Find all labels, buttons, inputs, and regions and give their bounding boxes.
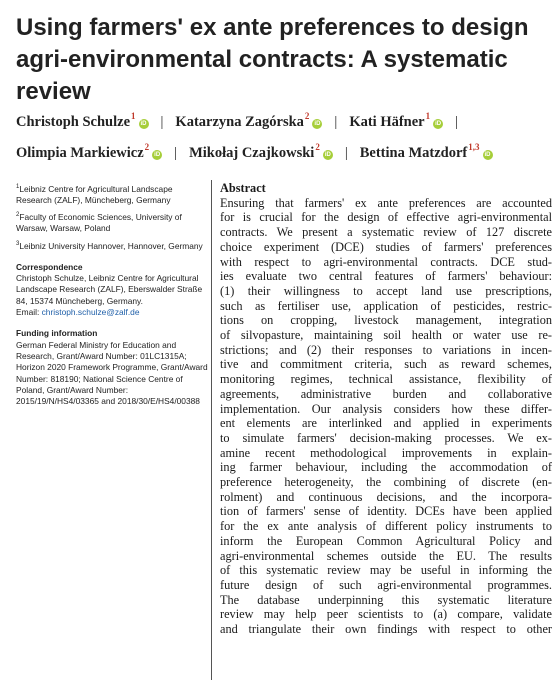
abstract-line: such as fertiliser use, application of pesticides, restric- — [220, 298, 552, 313]
email-label: Email: — [16, 307, 40, 318]
affiliation-marker: 1 — [131, 111, 136, 121]
abstract-line: tion of farmers' sense of identity. DCEs have been applied — [220, 504, 552, 519]
funding-heading: Funding information — [16, 328, 98, 339]
title-line-2: agri-environmental contracts: A systematic review — [16, 46, 508, 105]
affiliation-2 — [16, 210, 208, 234]
abstract-line: of this systematic review may be useful in informing the — [220, 563, 552, 578]
abstract-line: choice experiment (DCE) studies of farmers' preferences — [220, 239, 552, 254]
abstract-line: ent elements are interlinked and applied in experiments — [220, 416, 552, 431]
author[interactable] — [175, 111, 322, 130]
column-divider — [211, 180, 212, 680]
author[interactable] — [359, 141, 493, 161]
abstract-line: agri-environmental schemes outside the EU. The results — [220, 548, 552, 563]
affiliation-number: 3 — [16, 240, 20, 247]
author-name[interactable]: Kati Häfner — [349, 113, 425, 130]
correspondence-heading: Correspondence — [16, 261, 83, 272]
abstract-line: ies evaluate two central features of farmers' behaviour: — [220, 269, 552, 284]
abstract-line: agreements, administrative burden and collaborative — [220, 386, 552, 401]
correspondence-body: Christoph Schulze, Leibniz Centre for Agricultural Landscape Research (ZALF), Eberswalder Straße 84, 15374 Müncheberg, Germany. — [16, 273, 203, 306]
abstract-line: with respect to agri-environmental contracts. DCE stud- — [220, 254, 552, 269]
affiliation-1 — [16, 182, 208, 206]
author-name[interactable]: Katarzyna Zagórska — [175, 113, 304, 130]
abstract-line: and triangulate their own findings with respect to other — [220, 622, 552, 637]
affiliation-3 — [16, 239, 208, 252]
affiliation-marker: 2 — [315, 141, 320, 152]
affiliation-marker: 2 — [144, 141, 150, 152]
abstract-section — [220, 181, 552, 637]
title-line-1: Using farmers' ex ante preferences to design — [16, 14, 529, 41]
abstract-line: for is crucial for the design of effective agri-environmental — [220, 210, 552, 225]
email-link[interactable]: christoph.schulze@zalf.de — [41, 307, 140, 318]
affiliation-number: 2 — [16, 212, 20, 219]
abstract-line: (1) their willingness to accept land use prescriptions, — [220, 283, 552, 298]
abstract-line: future design of such agri-environmental programmes. — [220, 577, 552, 592]
abstract-line: monitoring regimes, technical assistance, flexibility of — [220, 372, 552, 387]
affiliation-text: Leibniz Centre for Agricultural Landscape Research (ZALF), Müncheberg, Germany — [16, 183, 173, 206]
abstract-line: preference heterogeneity, the combining of discrete (en- — [220, 475, 552, 490]
affiliation-marker: 1 — [425, 111, 431, 121]
author-row-1 — [16, 104, 546, 135]
abstract-line: contracts. We present a systematic review of 127 discrete — [220, 225, 552, 240]
correspondence-email — [16, 307, 208, 318]
author-name[interactable]: Bettina Matzdorf — [359, 144, 468, 161]
abstract-line: of silvopasture, maintaining soil health or water use re- — [220, 328, 552, 343]
orcid-icon[interactable]: iD — [154, 151, 161, 158]
affiliation-marker: 2 — [304, 111, 310, 121]
abstract-line: tions on cropping, livestock management, integration — [220, 313, 552, 328]
abstract-line: strictions; and (2) their responses to variations in incen- — [220, 342, 552, 357]
abstract-line: inform the European Common Agricultural Policy and — [220, 533, 552, 548]
affiliation-marker: 1,3 — [468, 141, 480, 152]
author-name[interactable]: Mikołaj Czajkowski — [189, 144, 315, 161]
author[interactable] — [16, 111, 149, 130]
author[interactable] — [349, 111, 443, 130]
author-row-2 — [16, 135, 546, 166]
author-separator: | — [334, 113, 338, 130]
abstract-line: review may help peer scientists to (a) compare, validate — [220, 607, 552, 622]
orcid-icon[interactable]: iD — [324, 151, 331, 158]
author-separator: | — [174, 144, 178, 161]
abstract-line: The database underpinning this systematic literature — [220, 592, 552, 607]
author[interactable] — [16, 141, 162, 161]
orcid-icon[interactable]: iD — [140, 120, 147, 127]
author-list — [16, 104, 546, 166]
abstract-line: amine recent methodological improvements in explain- — [220, 445, 552, 460]
abstract-heading: Abstract — [220, 181, 266, 195]
abstract-line: to simulate farmers' decision-making processes. We ex- — [220, 430, 552, 445]
abstract-body — [220, 196, 552, 637]
funding-body: German Federal Ministry for Education and Research, Grant/Award Number: 01LC1315A; Horizon 2020 Framework Programme, Grant/Award Number: 818190; National Science Centre of Poland, Grant/Award Number: 2015/19/N/HS4/03365 and 2018/30/E/HS4/00388 — [16, 339, 208, 407]
affiliation-text: Faculty of Economic Sciences, University of Warsaw, Warsaw, Poland — [16, 212, 182, 234]
abstract-line: rolment) and continuous decisions, and the incorpora- — [220, 489, 552, 504]
abstract-line: ing farmer behaviour, including the accommodation of — [220, 460, 552, 475]
abstract-line: tive and commitment criteria, such as reward schemes, — [220, 357, 552, 372]
orcid-icon[interactable]: iD — [484, 151, 491, 158]
author-name[interactable]: Christoph Schulze — [16, 113, 131, 130]
affiliation-number: 1 — [16, 184, 20, 190]
orcid-icon[interactable]: iD — [314, 120, 321, 127]
paper-title — [16, 12, 546, 108]
affiliation-text: Leibniz University Hannover, Hannover, Germany — [19, 240, 203, 251]
author-separator: | — [455, 113, 459, 130]
author-separator: | — [344, 144, 348, 161]
orcid-icon[interactable]: iD — [435, 120, 442, 127]
author-separator: | — [160, 113, 164, 130]
abstract-line: implementation. Our analysis considers how these differ- — [220, 401, 552, 416]
author[interactable] — [189, 141, 333, 161]
abstract-line: for the ex ante analysis of different policy instruments to — [220, 519, 552, 534]
author-name[interactable]: Olimpia Markiewicz — [16, 144, 144, 161]
abstract-line: Ensuring that farmers' ex ante preferences are accounted — [220, 195, 552, 210]
sidebar-metadata — [16, 182, 208, 407]
